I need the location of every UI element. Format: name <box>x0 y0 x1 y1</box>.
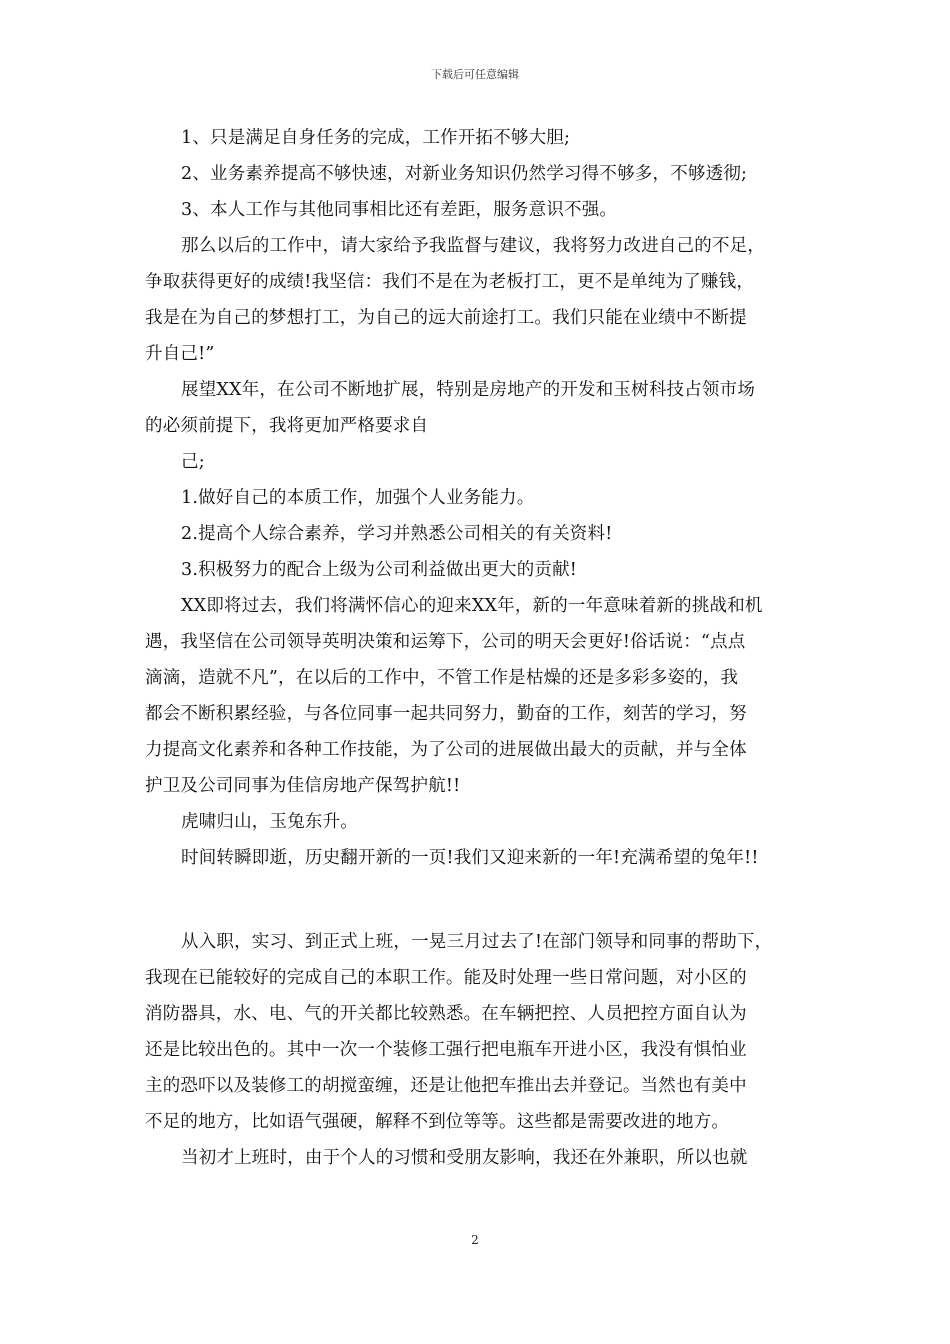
text-line: 3.积极努力的配合上级为公司利益做出更大的贡献! <box>181 560 578 580</box>
text-line: 当初才上班时，由于个人的习惯和受朋友影响，我还在外兼职，所以也就 <box>181 1148 748 1168</box>
text-line: 遇，我坚信在公司领导英明决策和运筹下，公司的明天会更好!俗话说：“点点 <box>145 632 746 652</box>
text-line: 还是比较出色的。其中一次一个装修工强行把电瓶车开进小区，我没有惧怕业 <box>145 1040 747 1060</box>
text-line: 滴滴，造就不凡”，在以后的工作中，不管工作是枯燥的还是多彩多姿的，我 <box>145 668 739 688</box>
text-line: 2.提高个人综合素养，学习并熟悉公司相关的有关资料! <box>181 524 613 544</box>
text-line: 1、只是满足自身任务的完成，工作开拓不够大胆; <box>181 128 571 148</box>
text-line: 那么以后的工作中，请大家给予我监督与建议，我将努力改进自己的不足， <box>181 236 766 256</box>
text-line: 的必须前提下，我将更加严格要求自 <box>145 416 429 436</box>
text-line: 我现在已能较好的完成自己的本职工作。能及时处理一些日常问题，对小区的 <box>145 968 747 988</box>
page-number: 2 <box>471 1233 479 1247</box>
text-line: 虎啸归山，玉兔东升。 <box>181 812 358 832</box>
text-line: 力提高文化素养和各种工作技能，为了公司的进展做出最大的贡献，并与全体 <box>145 740 747 760</box>
page-header: 下载后可任意编辑 <box>431 68 519 81</box>
text-line: 消防器具，水、电、气的开关都比较熟悉。在车辆把控、人员把控方面自认为 <box>145 1004 747 1024</box>
text-line: 1.做好自己的本质工作，加强个人业务能力。 <box>181 488 535 508</box>
text-line: 不足的地方，比如语气强硬，解释不到位等等。这些都是需要改进的地方。 <box>145 1112 730 1132</box>
section-break <box>145 876 815 924</box>
text-line: 时间转瞬即逝，历史翻开新的一页!我们又迎来新的一年!充满希望的兔年!! <box>181 848 759 868</box>
text-line: 展望XX年，在公司不断地扩展，特别是房地产的开发和玉树科技占领市场 <box>181 380 756 400</box>
text-line: 护卫及公司同事为佳信房地产保驾护航!! <box>145 776 461 796</box>
document-body <box>145 120 815 1176</box>
text-line: 都会不断积累经验，与各位同事一起共同努力，勤奋的工作，刻苦的学习，努 <box>145 704 747 724</box>
text-line: 己; <box>181 452 205 472</box>
text-line: 我是在为自己的梦想打工，为自己的远大前途打工。我们只能在业绩中不断提 <box>145 308 747 328</box>
text-line: 争取获得更好的成绩!我坚信：我们不是在为老板打工，更不是单纯为了赚钱， <box>145 272 755 292</box>
text-line: 从入职，实习、到正式上班，一晃三月过去了!在部门领导和同事的帮助下， <box>181 932 773 952</box>
text-line: 升自己!” <box>145 344 215 364</box>
text-line: 主的恐吓以及装修工的胡搅蛮缠，还是让他把车推出去并登记。当然也有美中 <box>145 1076 747 1096</box>
text-line: 2、业务素养提高不够快速，对新业务知识仍然学习得不够多，不够透彻; <box>181 164 748 184</box>
text-line: XX即将过去，我们将满怀信心的迎来XX年，新的一年意味着新的挑战和机 <box>181 596 763 616</box>
text-line: 3、本人工作与其他同事相比还有差距，服务意识不强。 <box>181 200 618 220</box>
